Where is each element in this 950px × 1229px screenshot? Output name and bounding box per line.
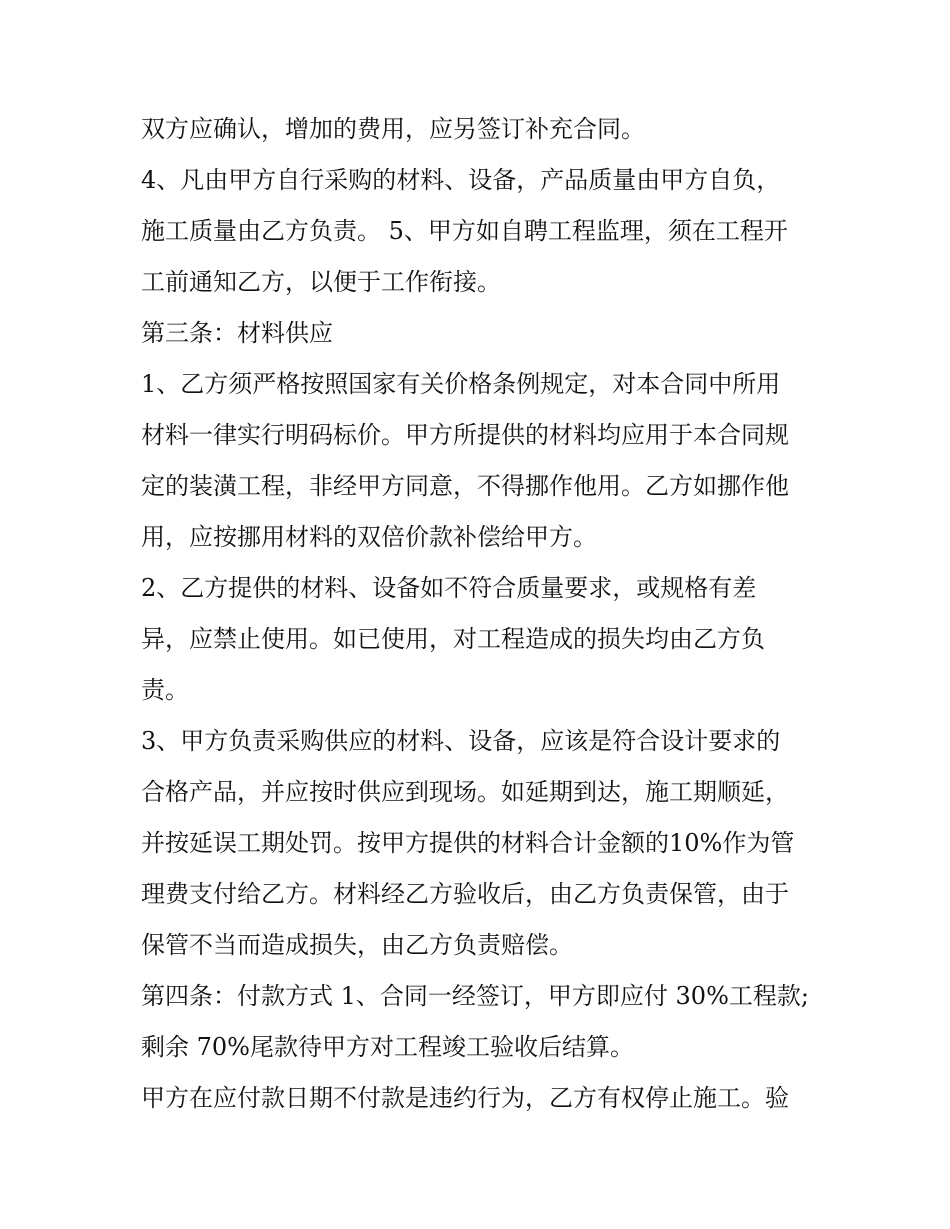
text-line: 理费支付给乙方。材料经乙方验收后，由乙方负责保管，由于 [141,880,789,908]
text-line: 施工质量由乙方负责。 5、甲方如自聘工程监理，须在工程开 [141,217,788,245]
text-line: 4、凡由甲方自行采购的材料、设备，产品质量由甲方自负， [141,166,781,194]
text-line: 定的装潢工程，非经甲方同意，不得挪作他用。乙方如挪作他 [141,472,789,500]
text-line: 用，应按挪用材料的双倍价款补偿给甲方。 [141,523,597,551]
text-line: 剩余 70%尾款待甲方对工程竣工验收后结算。 [141,1033,634,1061]
text-line: 甲方在应付款日期不付款是违约行为，乙方有权停止施工。验 [141,1084,789,1112]
text-line: 保管不当而造成损失，由乙方负责赔偿。 [141,931,573,959]
text-line: 材料一律实行明码标价。甲方所提供的材料均应用于本合同规 [141,421,789,449]
text-line: 工前通知乙方，以便于工作衔接。 [141,268,501,296]
text-line: 2、乙方提供的材料、设备如不符合质量要求，或规格有差 [141,574,757,602]
section-heading: 第三条：材料供应 [141,319,333,347]
text-line: 责。 [141,676,189,704]
text-line: 1、乙方须严格按照国家有关价格条例规定，对本合同中所用 [141,370,781,398]
text-line: 并按延误工期处罚。按甲方提供的材料合计金额的10%作为管 [141,829,795,857]
text-line: 3、甲方负责采购供应的材料、设备，应该是符合设计要求的 [141,727,781,755]
section-heading: 第四条：付款方式 1、合同一经签订，甲方即应付 30%工程款; [141,982,809,1010]
text-line: 双方应确认，增加的费用，应另签订补充合同。 [141,115,645,143]
text-line: 合格产品，并应按时供应到现场。如延期到达，施工期顺延， [141,778,789,806]
text-line: 异，应禁止使用。如已使用，对工程造成的损失均由乙方负 [141,625,765,653]
